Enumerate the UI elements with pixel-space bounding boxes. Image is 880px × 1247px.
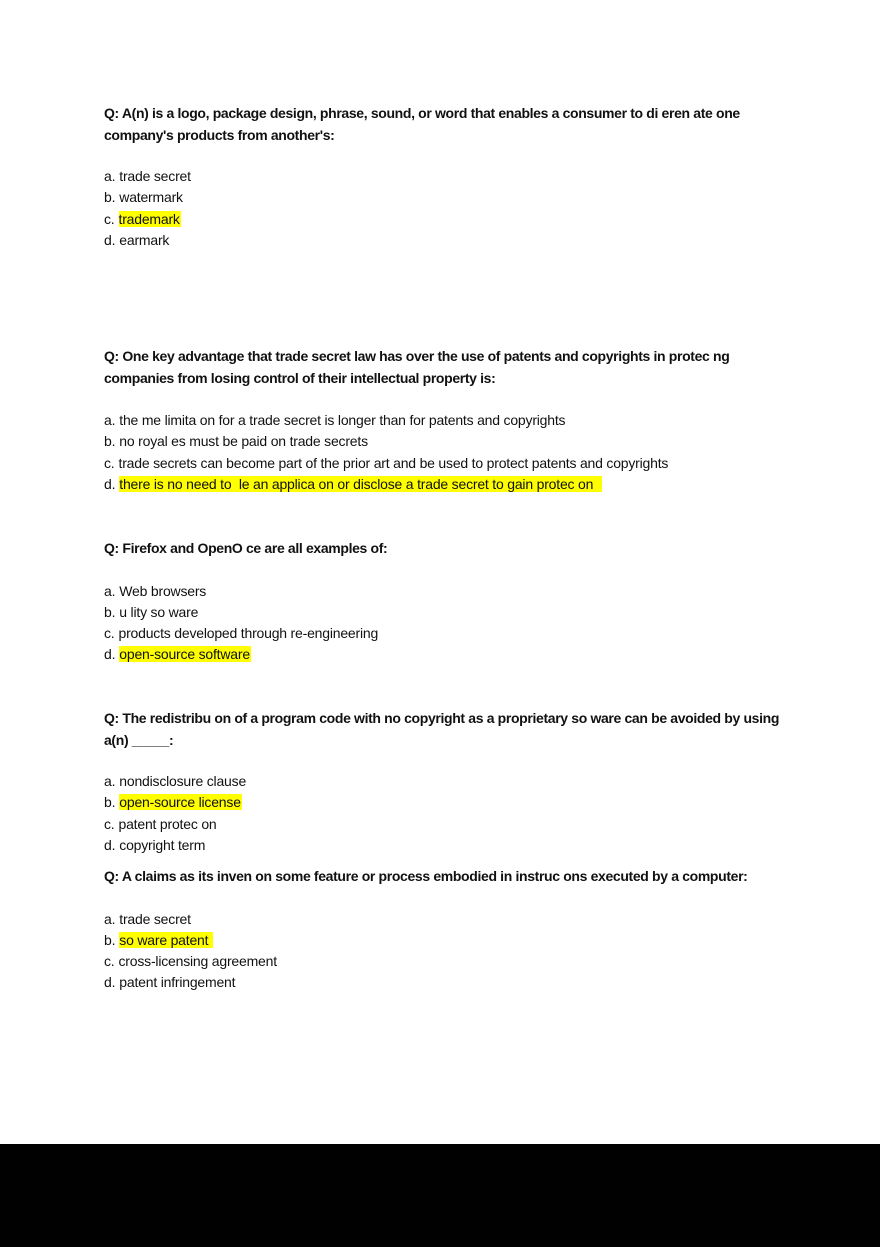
answer-options (104, 909, 784, 994)
question-1 (104, 103, 784, 251)
option-text: watermark (119, 189, 183, 206)
option-text: patent infringement (119, 974, 236, 991)
option-a (104, 581, 784, 602)
option-c (104, 453, 784, 474)
option-text: u lity so ware (119, 603, 199, 620)
viewer-bottom-bar (0, 1144, 880, 1247)
option-letter: a. (104, 168, 116, 184)
option-letter: b. (104, 931, 116, 948)
option-a (104, 909, 784, 930)
option-d (104, 835, 784, 856)
option-letter: c. (104, 625, 115, 642)
question-text: Q: Firefox and OpenO ce are all examples of: (104, 540, 388, 556)
question-text: Q: A claims as its inven on some feature or process embodied in instruc ons executed by a computer: (104, 868, 748, 884)
option-a (104, 410, 784, 431)
option-d (104, 230, 784, 251)
option-a (104, 771, 784, 792)
option-text: products developed through re-engineering (118, 625, 379, 642)
option-letter: c. (104, 210, 115, 227)
option-c (104, 814, 784, 835)
answer-options (104, 166, 784, 251)
option-letter: b. (104, 794, 116, 811)
option-c-correct (104, 209, 784, 230)
option-letter: b. (104, 603, 116, 620)
option-text: trade secret (119, 168, 191, 184)
option-text: nondisclosure clause (119, 773, 247, 789)
option-a (104, 166, 784, 187)
option-c (104, 623, 784, 644)
option-d (104, 972, 784, 993)
option-text: earmark (119, 231, 170, 248)
option-letter: a. (104, 910, 116, 927)
option-d-correct (104, 474, 784, 495)
option-b (104, 187, 784, 208)
option-c (104, 951, 784, 972)
option-text: patent protec on (118, 815, 217, 832)
option-letter: d. (104, 475, 116, 492)
highlighted-answer: so ware patent (119, 931, 213, 948)
option-b (104, 431, 784, 452)
highlighted-answer: open-source license (119, 794, 241, 811)
highlighted-answer: open-source software (119, 646, 250, 663)
highlighted-answer: trademark (118, 210, 180, 227)
option-letter: a. (104, 582, 116, 599)
question-5 (104, 866, 784, 994)
option-text: Web browsers (119, 582, 207, 599)
option-letter: b. (104, 433, 116, 450)
option-letter: a. (104, 412, 116, 428)
option-letter: d. (104, 646, 116, 663)
option-text: trade secret (119, 910, 191, 927)
answer-options (104, 581, 784, 666)
option-b (104, 602, 784, 623)
option-b-correct (104, 930, 784, 951)
question-text: Q: A(n) is a logo, package design, phrase, sound, or word that enables a consumer to di eren ate one company's products from another's: (104, 105, 740, 143)
option-letter: d. (104, 836, 116, 853)
question-text: Q: The redistribu on of a program code with no copyright as a proprietary so ware can be avoided by using a(n) _____: (104, 710, 780, 748)
option-d-correct (104, 644, 784, 665)
question-text: Q: One key advantage that trade secret law has over the use of patents and copyrights in protec ng companies from losing control of their intellectual property is: (104, 348, 730, 386)
answer-options (104, 771, 784, 856)
question-4 (104, 708, 784, 856)
option-letter: b. (104, 189, 116, 206)
option-b-correct (104, 792, 784, 813)
option-text: the me limita on for a trade secret is longer than for patents and copyrights (119, 412, 566, 428)
option-letter: c. (104, 454, 115, 471)
option-letter: d. (104, 231, 116, 248)
option-text: no royal es must be paid on trade secrets (119, 433, 368, 450)
question-3 (104, 538, 784, 666)
option-text: copyright term (119, 836, 206, 853)
highlighted-answer: there is no need to le an applica on or disclose a trade secret to gain protec on (119, 475, 601, 492)
option-letter: d. (104, 974, 116, 991)
option-letter: c. (104, 815, 115, 832)
option-letter: a. (104, 773, 116, 789)
option-text: trade secrets can become part of the prior art and be used to protect patents and copyrights (118, 454, 669, 471)
answer-options (104, 410, 784, 495)
option-letter: c. (104, 953, 115, 970)
option-text: cross-licensing agreement (118, 953, 277, 970)
question-2 (104, 346, 784, 495)
